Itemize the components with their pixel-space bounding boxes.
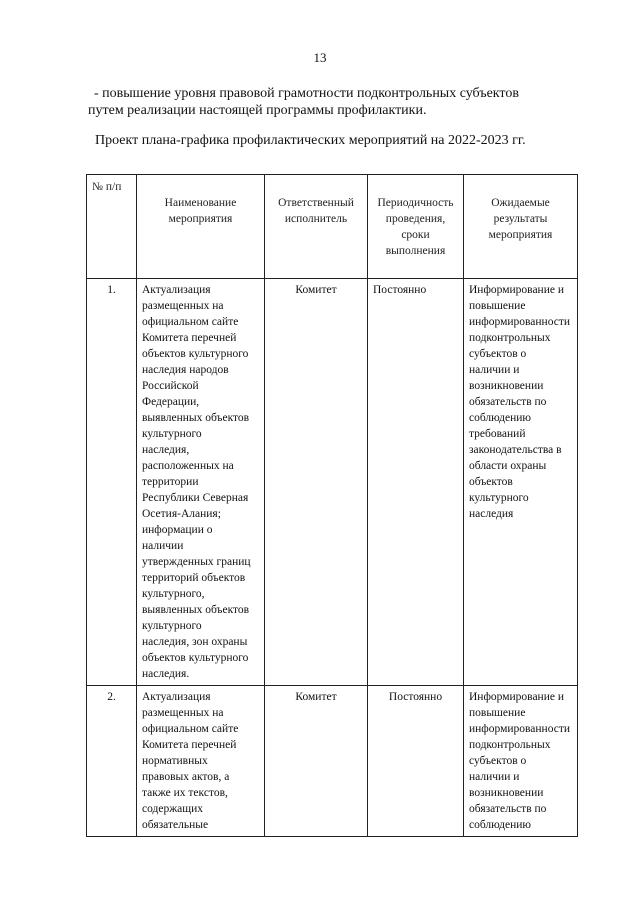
row-period: Постоянно [368, 279, 464, 686]
row-executor: Комитет [265, 686, 368, 837]
header-result: Ожидаемые результаты мероприятия [464, 175, 578, 279]
page-number: 13 [313, 50, 327, 65]
row-activity: Актуализация размещенных на официальном сайте Комитета перечней нормативных правовых актов, а также их текстов, содержащих обязательные [137, 686, 265, 837]
row-executor: Комитет [265, 279, 368, 686]
plan-heading: Проект плана-графика профилактических мероприятий на 2022-2023 гг. [95, 133, 526, 148]
intro-line-2: путем реализации настоящей программы профилактики. [88, 103, 427, 118]
header-executor: Ответственный исполнитель [265, 175, 368, 279]
row-number: 1. [87, 279, 137, 686]
table-row [87, 686, 578, 837]
header-activity: Наименование мероприятия [137, 175, 265, 279]
row-period: Постоянно [368, 686, 464, 837]
row-number: 2. [87, 686, 137, 837]
row-result: Информирование и повышение информированности подконтрольных субъектов о наличии и возникновении обязательств по соблюдению требований законодательства в области охраны объектов культурного наследия [464, 279, 578, 686]
plan-table [86, 174, 578, 837]
header-number: № п/п [87, 175, 137, 279]
row-result: Информирование и повышение информированности подконтрольных субъектов о наличии и возникновении обязательств по соблюдению [464, 686, 578, 837]
header-period: Периодичность проведения, сроки выполнения [368, 175, 464, 279]
row-activity: Актуализация размещенных на официальном сайте Комитета перечней объектов культурного наследия народов Российской Федерации, выявленных объектов культурного наследия, расположенных на территории Республики Северная Осетия-Алания; информации о наличии утвержденных границ территорий объектов культурного, выявленных объектов культурного наследия, зон охраны объектов культурного наследия. [137, 279, 265, 686]
table-header-row [87, 175, 578, 279]
table-row [87, 279, 578, 686]
intro-paragraph [88, 85, 588, 119]
intro-line-1: - повышение уровня правовой грамотности подконтрольных субъектов [94, 86, 519, 101]
